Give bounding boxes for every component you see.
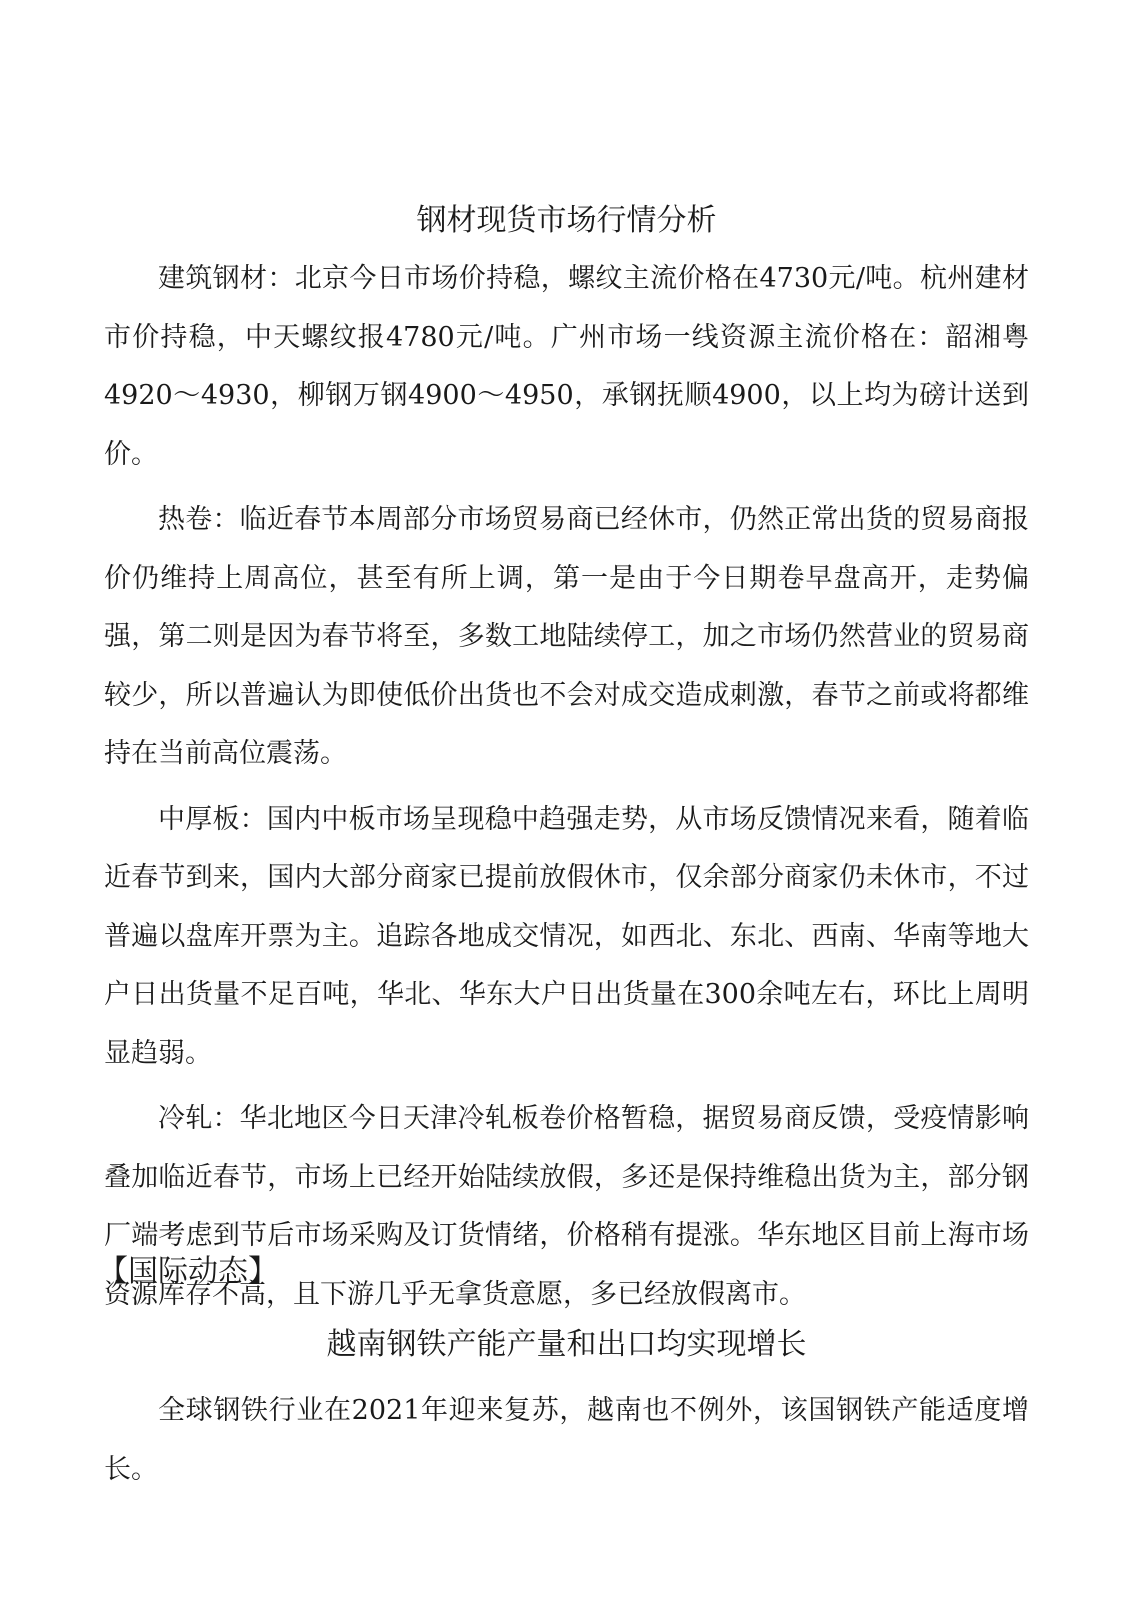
paragraph-hot-rolled-coil: 热卷：临近春节本周部分市场贸易商已经休市，仍然正常出货的贸易商报价仍维持上周高位，甚至有所上调，第一是由于今日期卷早盘高开，走势偏强，第二则是因为春节将至，多数工地陆续停工，加之市场仍然营业的贸易商较少，所以普遍认为即使低价出货也不会对成交造成刺激，春节之前或将都维持在当前高位震荡。: [104, 504, 1029, 769]
section-label: 【国际动态】: [98, 1254, 278, 1289]
article-paragraph: 全球钢铁行业在2021年迎来复苏，越南也不例外，该国钢铁产能适度增长。: [104, 1395, 1029, 1485]
market-analysis-section: [104, 198, 1029, 1324]
paragraph-cold-rolled: 冷轧：华北地区今日天津冷轧板卷价格暂稳，据贸易商反馈，受疫情影响叠加临近春节，市场上已经开始陆续放假，多还是保持维稳出货为主，部分钢厂端考虑到节后市场采购及订货情绪，价格稍有提涨。华东地区目前上海市场资源库存不高，且下游几乎无拿货意愿，多已经放假离市。: [104, 1103, 1029, 1310]
paragraph-construction-steel: 建筑钢材：北京今日市场价持稳，螺纹主流价格在4730元/吨。杭州建材市价持稳，中天螺纹报4780元/吨。广州市场一线资源主流价格在：韶湘粤4920～4930，柳钢万钢4900～4950，承钢抚顺4900，以上均为磅计送到价。: [104, 263, 1029, 470]
paragraph-medium-plate: 中厚板：国内中板市场呈现稳中趋强走势，从市场反馈情况来看，随着临近春节到来，国内大部分商家已提前放假休市，仅余部分商家仍未休市，不过普遍以盘库开票为主。追踪各地成交情况，如西北、东北、西南、华南等地大户日出货量不足百吨，华北、华东大户日出货量在300余吨左右，环比上周明显趋弱。: [104, 803, 1029, 1069]
international-news-section: [98, 1250, 1029, 1499]
page-title: 钢材现货市场行情分析: [416, 203, 717, 238]
article-title: 越南钢铁产能产量和出口均实现增长: [326, 1327, 807, 1362]
